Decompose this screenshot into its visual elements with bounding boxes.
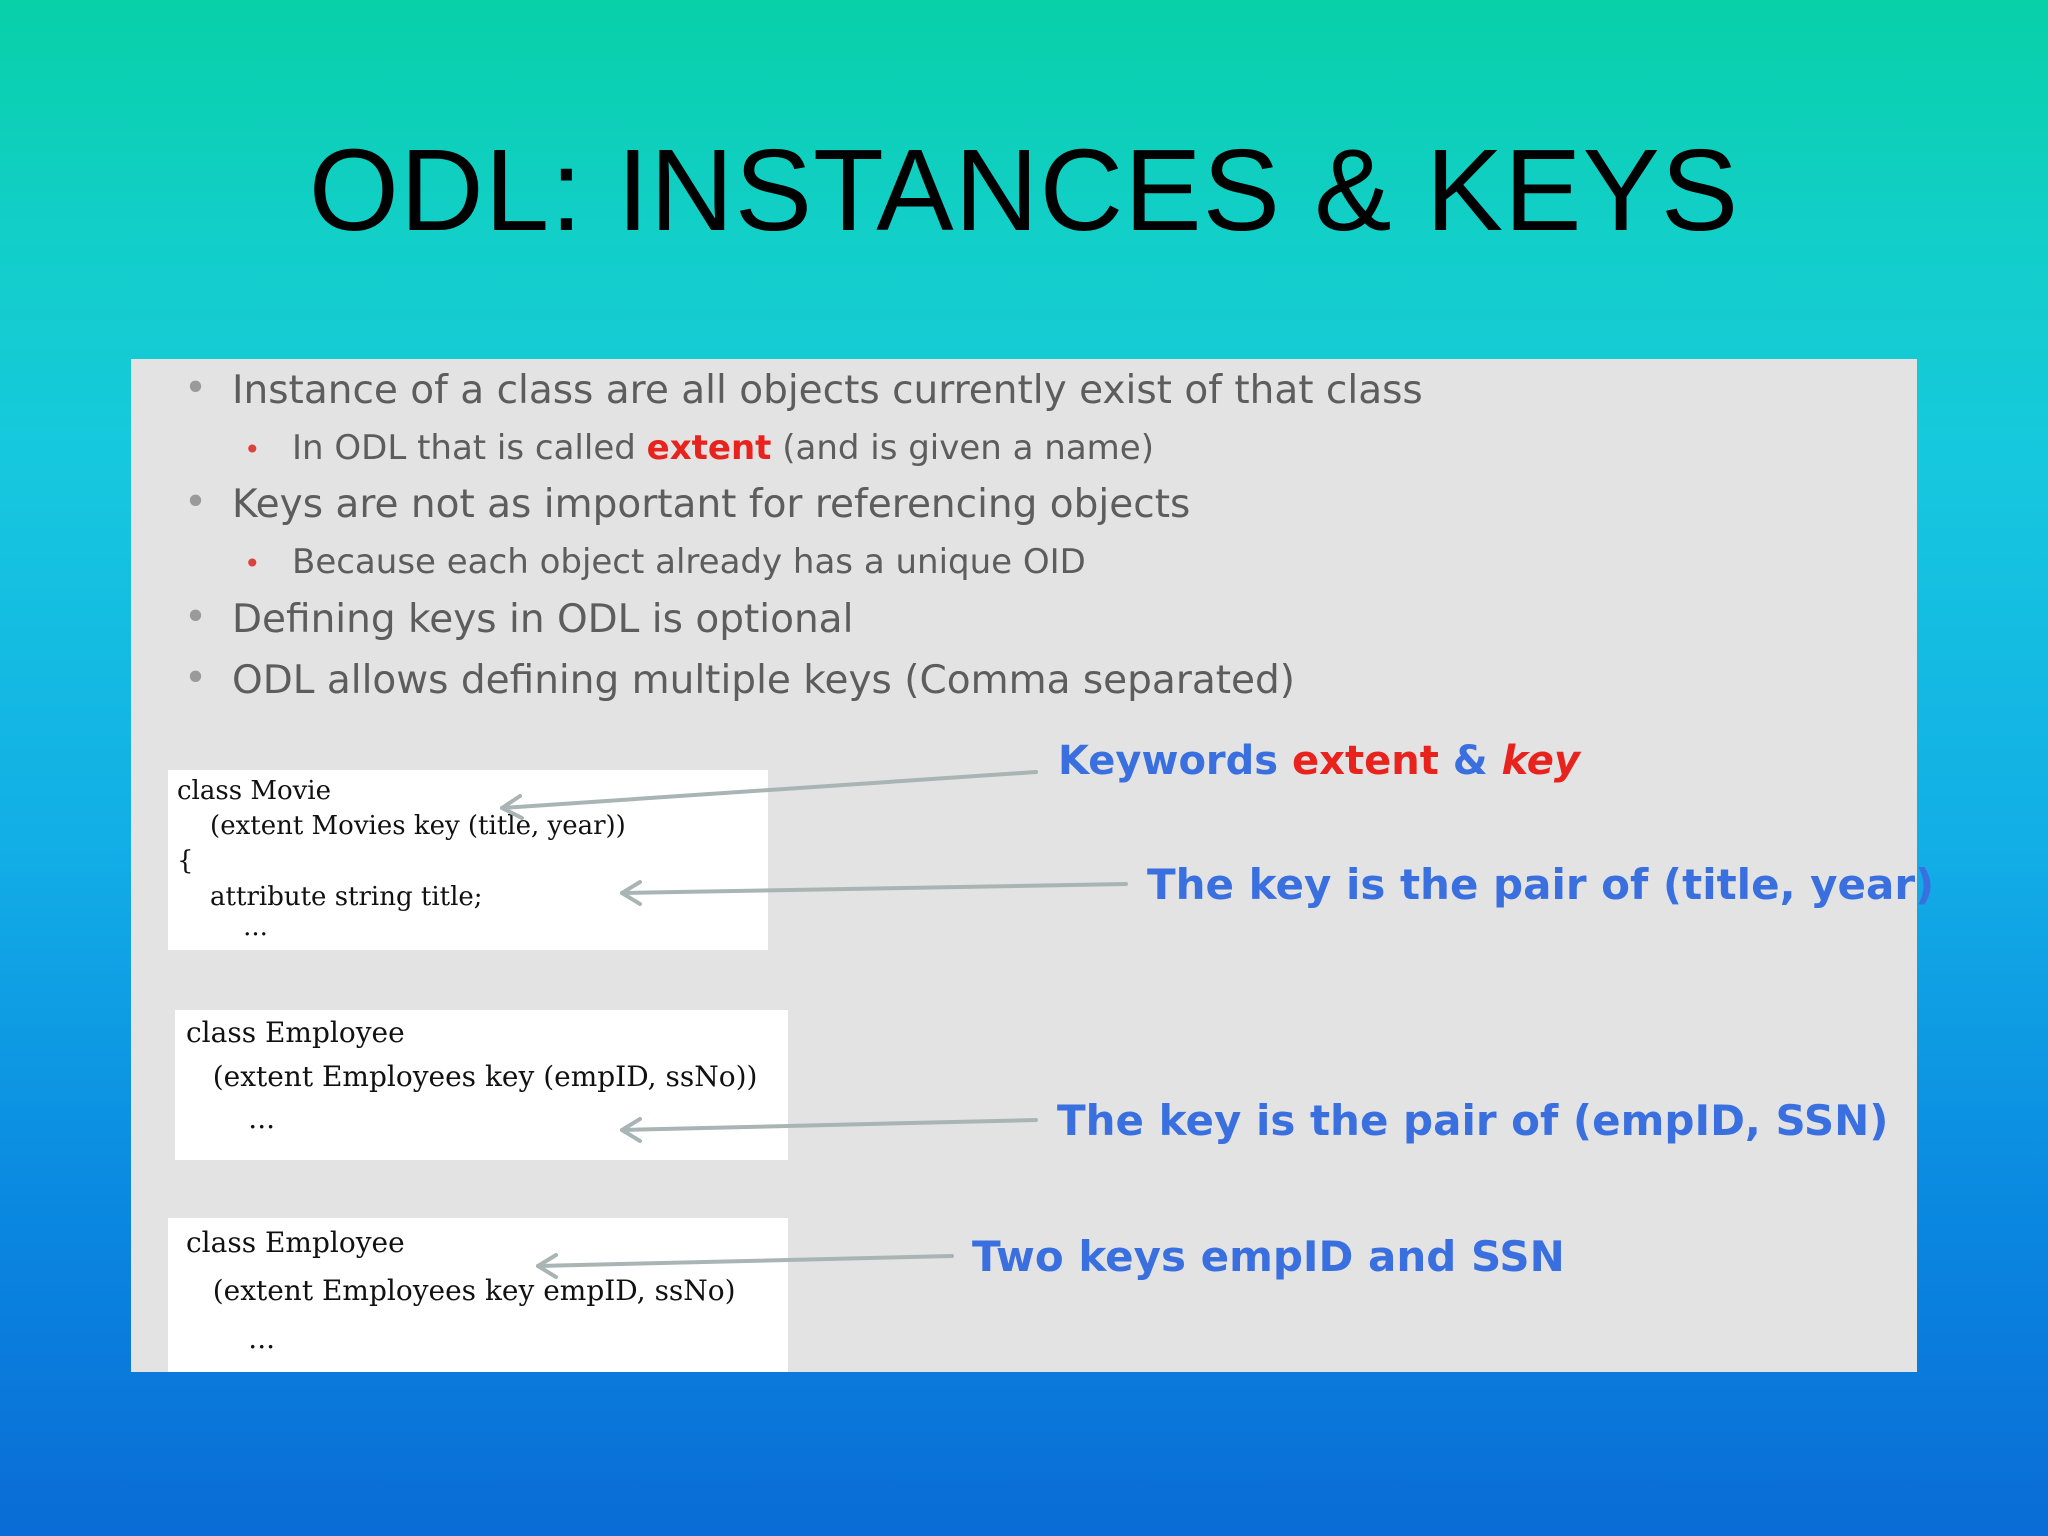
bullet-dot: •: [184, 480, 208, 525]
code-line: ...: [177, 912, 268, 942]
bullet-dot: •: [244, 547, 261, 580]
bullet-dot: •: [244, 433, 261, 466]
arrow-movie-key: [622, 882, 1126, 904]
code-line: class Movie: [177, 776, 331, 806]
code-line: attribute string title;: [177, 882, 483, 912]
keyword-extent: extent: [646, 428, 772, 468]
annotation-keyword-extent: extent: [1292, 738, 1439, 784]
bullet-text: Because each object already has a unique OID: [292, 542, 1086, 582]
annotation-employee-key: The key is the pair of (empID, SSN): [1057, 1096, 1889, 1145]
code-line: class Employee: [186, 1226, 405, 1259]
annotation-movie-key: The key is the pair of (title, year): [1147, 860, 1935, 909]
bullet-text: Keys are not as important for referencing objects: [232, 482, 1191, 527]
annotation-keyword-key: key: [1501, 738, 1580, 784]
code-line: ...: [186, 1322, 276, 1355]
bullet-dot: •: [184, 366, 208, 411]
bullet-text: Defining keys in ODL is optional: [232, 597, 854, 642]
arrow-employee-key: [622, 1119, 1036, 1141]
code-line: ...: [186, 1102, 276, 1135]
slide-title: ODL: INSTANCES & KEYS: [308, 125, 1740, 255]
bullet-dot: •: [184, 595, 208, 640]
code-line: {: [177, 846, 194, 876]
annotation-keywords-prefix: Keywords: [1058, 738, 1293, 784]
annotation-two-keys: Two keys empID and SSN: [972, 1232, 1565, 1281]
arrow-two-keys: [538, 1255, 952, 1277]
annotation-keywords: [1058, 738, 1580, 784]
bullet-text: ODL allows defining multiple keys (Comma separated): [232, 658, 1296, 703]
bullet-text: Instance of a class are all objects currently exist of that class: [232, 368, 1423, 413]
arrow-keywords: [502, 772, 1036, 818]
code-line: class Employee: [186, 1016, 405, 1049]
bullet-text-pre: In ODL that is called: [292, 428, 647, 468]
bullet-dot: •: [184, 656, 208, 701]
code-line: (extent Movies key (title, year)): [177, 811, 626, 841]
annotation-keywords-amp: &: [1438, 738, 1502, 784]
code-line: (extent Employees key empID, ssNo): [186, 1274, 736, 1307]
bullet-text-post: (and is given a name): [771, 428, 1154, 468]
code-line: (extent Employees key (empID, ssNo)): [186, 1060, 758, 1093]
